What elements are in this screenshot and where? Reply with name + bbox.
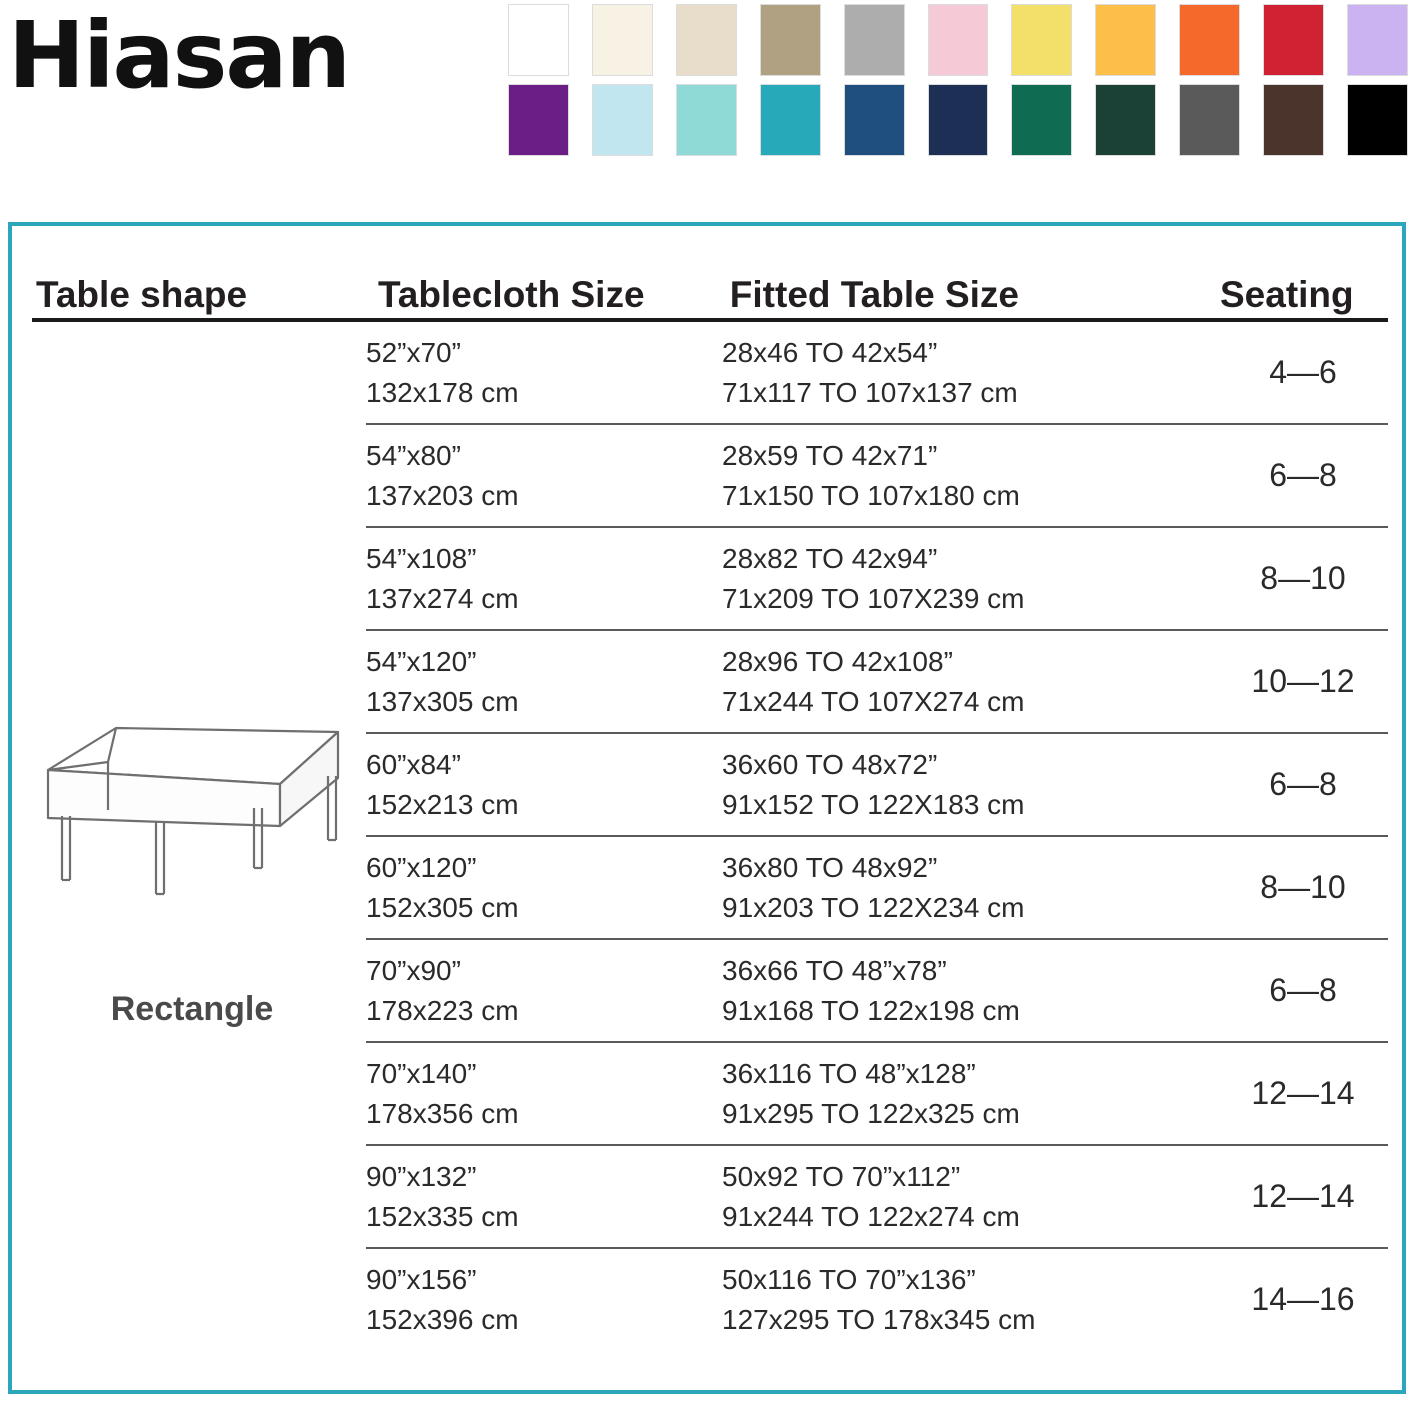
cell-seating: 8—10 — [1260, 868, 1346, 905]
cell-tablecloth-size — [366, 1260, 722, 1340]
color-swatch[interactable] — [928, 84, 989, 156]
fitted-cm: 127x295 TO 178x345 cm — [722, 1303, 1036, 1335]
fitted-inches: 36x66 TO 48”x78” — [722, 954, 947, 986]
swatch-row-2 — [508, 84, 1408, 156]
color-swatch[interactable] — [844, 4, 905, 76]
color-swatch[interactable] — [1347, 4, 1408, 76]
cell-fitted-table-size — [722, 1260, 1218, 1340]
rectangle-table-illustration — [38, 722, 358, 912]
cell-tablecloth-size — [366, 436, 722, 516]
table-row — [366, 1249, 1388, 1350]
cloth-inches: 52”x70” — [366, 336, 461, 368]
cell-tablecloth-size — [366, 333, 722, 413]
fitted-cm: 91x168 TO 122x198 cm — [722, 994, 1020, 1026]
cloth-inches: 60”x84” — [366, 748, 461, 780]
cloth-inches: 90”x132” — [366, 1160, 477, 1192]
swatch-row-1 — [508, 4, 1408, 76]
cell-fitted-table-size — [722, 333, 1218, 413]
cell-seating: 6—8 — [1269, 456, 1337, 493]
table-row — [366, 940, 1388, 1043]
cell-fitted-table-size — [722, 848, 1218, 928]
table-row — [366, 631, 1388, 734]
color-swatch[interactable] — [1179, 4, 1240, 76]
table-row — [366, 322, 1388, 425]
cloth-cm: 137x305 cm — [366, 685, 519, 717]
color-swatch[interactable] — [508, 84, 569, 156]
table-header-row — [32, 254, 1388, 322]
table-row — [366, 528, 1388, 631]
color-swatch[interactable] — [592, 4, 653, 76]
color-swatch[interactable] — [1263, 84, 1324, 156]
table-row — [366, 1146, 1388, 1249]
color-swatch[interactable] — [508, 4, 569, 76]
cloth-cm: 137x274 cm — [366, 582, 519, 614]
fitted-inches: 36x60 TO 48x72” — [722, 748, 938, 780]
cell-seating: 8—10 — [1260, 559, 1346, 596]
color-swatch[interactable] — [760, 4, 821, 76]
fitted-cm: 91x203 TO 122X234 cm — [722, 891, 1025, 923]
brand-logo: Hiasan — [8, 2, 349, 109]
color-swatch[interactable] — [928, 4, 989, 76]
fitted-inches: 28x59 TO 42x71” — [722, 439, 938, 471]
cell-seating: 12—14 — [1251, 1177, 1355, 1214]
fitted-cm: 91x244 TO 122x274 cm — [722, 1200, 1020, 1232]
cell-seating: 4—6 — [1269, 353, 1337, 390]
cell-fitted-table-size — [722, 951, 1218, 1031]
cloth-inches: 70”x140” — [366, 1057, 477, 1089]
cell-tablecloth-size — [366, 951, 722, 1031]
cell-fitted-table-size — [722, 539, 1218, 619]
color-swatch[interactable] — [592, 84, 653, 156]
color-swatch[interactable] — [1095, 84, 1156, 156]
cloth-inches: 60”x120” — [366, 851, 477, 883]
fitted-inches: 50x92 TO 70”x112” — [722, 1160, 961, 1192]
fitted-cm: 71x209 TO 107X239 cm — [722, 582, 1025, 614]
color-swatch[interactable] — [1347, 84, 1408, 156]
fitted-inches: 28x82 TO 42x94” — [722, 542, 938, 574]
table-row — [366, 1043, 1388, 1146]
cloth-inches: 54”x108” — [366, 542, 477, 574]
cell-tablecloth-size — [366, 745, 722, 825]
cloth-inches: 54”x120” — [366, 645, 477, 677]
cloth-cm: 152x305 cm — [366, 891, 519, 923]
color-swatch[interactable] — [760, 84, 821, 156]
color-swatch[interactable] — [676, 84, 737, 156]
color-swatch[interactable] — [1095, 4, 1156, 76]
cell-fitted-table-size — [722, 745, 1218, 825]
color-swatch[interactable] — [676, 4, 737, 76]
column-header-tablecloth-size: Tablecloth Size — [377, 274, 645, 315]
cloth-cm: 132x178 cm — [366, 376, 519, 408]
fitted-inches: 28x46 TO 42x54” — [722, 336, 938, 368]
fitted-inches: 36x80 TO 48x92” — [722, 851, 938, 883]
cloth-inches: 54”x80” — [366, 439, 461, 471]
color-swatch-palette — [508, 4, 1408, 156]
cell-tablecloth-size — [366, 539, 722, 619]
color-swatch[interactable] — [1011, 84, 1072, 156]
page-header — [0, 0, 1416, 190]
cell-fitted-table-size — [722, 1157, 1218, 1237]
cloth-inches: 70”x90” — [366, 954, 461, 986]
color-swatch[interactable] — [844, 84, 905, 156]
cell-tablecloth-size — [366, 1157, 722, 1237]
size-chart-card — [8, 222, 1406, 1394]
color-swatch[interactable] — [1179, 84, 1240, 156]
color-swatch[interactable] — [1263, 4, 1324, 76]
fitted-inches: 28x96 TO 42x108” — [722, 645, 953, 677]
cloth-inches: 90”x156” — [366, 1263, 477, 1295]
shape-label-rectangle: Rectangle — [110, 990, 274, 1028]
cell-seating: 6—8 — [1269, 765, 1337, 802]
column-header-seating: Seating — [1220, 274, 1354, 315]
fitted-cm: 71x150 TO 107x180 cm — [722, 479, 1020, 511]
cell-seating: 10—12 — [1251, 662, 1355, 699]
cell-fitted-table-size — [722, 436, 1218, 516]
column-header-fitted-table-size: Fitted Table Size — [729, 274, 1019, 315]
fitted-inches: 50x116 TO 70”x136” — [722, 1263, 976, 1295]
cell-seating: 6—8 — [1269, 971, 1337, 1008]
table-row — [366, 734, 1388, 837]
table-shape-cell — [32, 322, 366, 1350]
cloth-cm: 152x396 cm — [366, 1303, 519, 1335]
cell-tablecloth-size — [366, 1054, 722, 1134]
fitted-inches: 36x116 TO 48”x128” — [722, 1057, 976, 1089]
cloth-cm: 178x356 cm — [366, 1097, 519, 1129]
table-row — [366, 837, 1388, 940]
fitted-cm: 91x295 TO 122x325 cm — [722, 1097, 1020, 1129]
column-header-table-shape: Table shape — [36, 274, 248, 315]
cell-seating: 12—14 — [1251, 1074, 1355, 1111]
fitted-cm: 71x244 TO 107X274 cm — [722, 685, 1025, 717]
cell-fitted-table-size — [722, 1054, 1218, 1134]
cloth-cm: 178x223 cm — [366, 994, 519, 1026]
size-rows — [366, 322, 1388, 1350]
cell-tablecloth-size — [366, 848, 722, 928]
cell-seating: 14—16 — [1251, 1280, 1355, 1317]
table-row — [366, 425, 1388, 528]
fitted-cm: 71x117 TO 107x137 cm — [722, 376, 1018, 408]
fitted-cm: 91x152 TO 122X183 cm — [722, 788, 1025, 820]
color-swatch[interactable] — [1011, 4, 1072, 76]
cloth-cm: 137x203 cm — [366, 479, 519, 511]
cloth-cm: 152x335 cm — [366, 1200, 519, 1232]
cell-fitted-table-size — [722, 642, 1218, 722]
cloth-cm: 152x213 cm — [366, 788, 519, 820]
cell-tablecloth-size — [366, 642, 722, 722]
